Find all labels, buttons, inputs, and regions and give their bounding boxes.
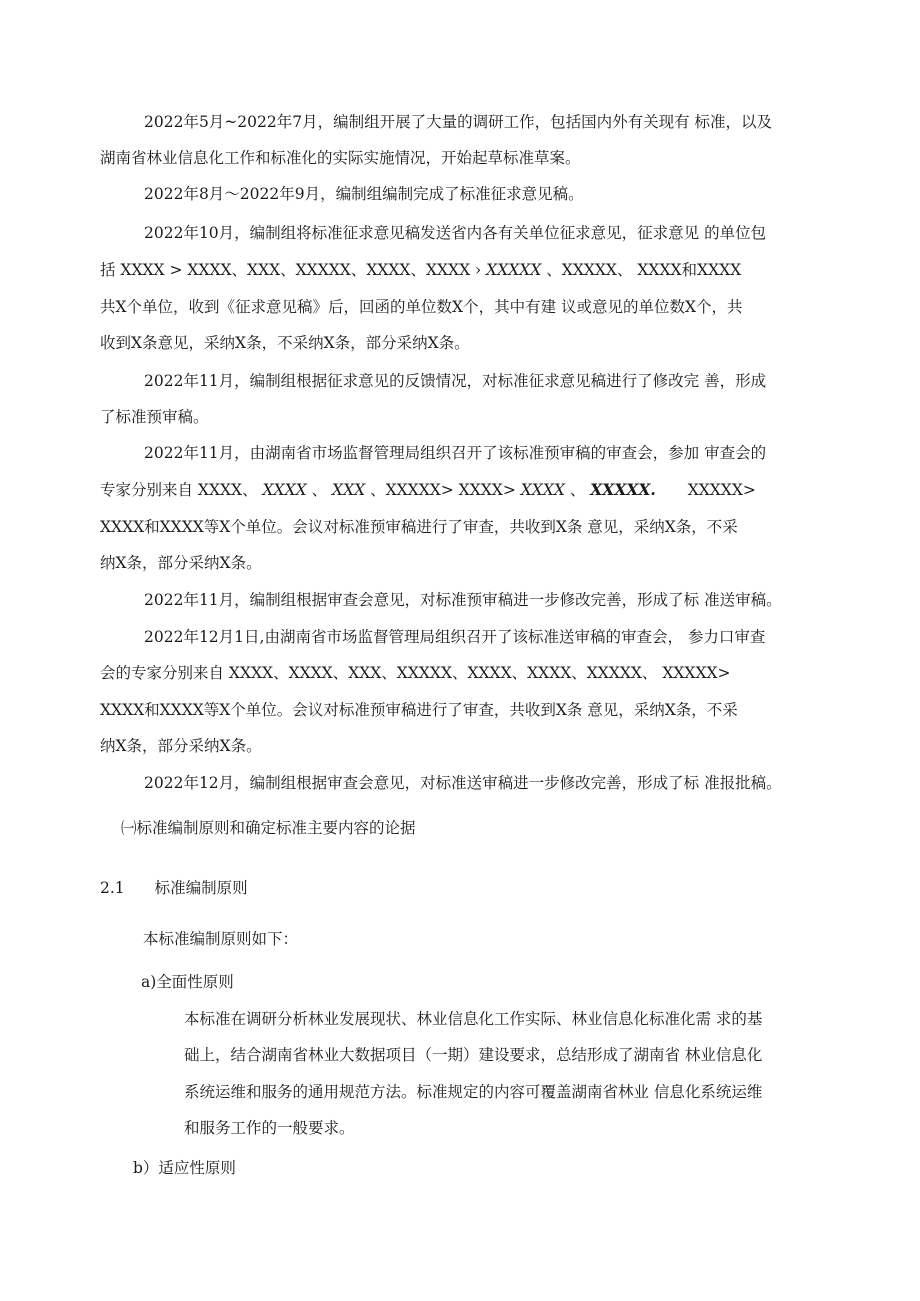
p5-line2-part-f: XXXX — [520, 481, 565, 499]
p3-line2-part-b: XXXXX — [486, 261, 542, 279]
p5-line1: 2022年11月，由湖南省市场监督管理局组织召开了该标准预审稿的审查会，参加 审查会的 — [144, 444, 767, 462]
item-a-line1: 本标准在调研分析林业发展现状、林业信息化工作实际、林业信息化标准化需 求的基 — [184, 1010, 763, 1028]
p5-line2-part-b: XXXX — [262, 481, 307, 499]
p3-line4: 收到X条意见，采纳X条，不采纳X条，部分采纳X条。 — [100, 334, 470, 352]
p7-line2: 会的专家分别来自 XXXX、XXXX、XXX、XXXXX、XXXX、XXXX、XXXXX、 XXXXX> — [100, 664, 731, 682]
p5-line2 — [100, 479, 756, 501]
p7-line1: 2022年12月1日,由湖南省市场监督管理局组织召开了该标准送审稿的审查会， 参力口审查 — [144, 628, 766, 646]
item-b-label: b）适应性原则 — [133, 1159, 236, 1177]
p1-line1: 2022年5月~2022年7月，编制组开展了大量的调研工作，包括国内外有关现有 标准，以及 — [144, 113, 773, 131]
p5-line3: XXXX和XXXX等X个单位。会议对标准预审稿进行了审查，共收到X条 意见，采纳X条，不采 — [100, 518, 738, 536]
p5-line2-part-c: 、 — [311, 481, 328, 499]
p8-line1: 2022年12月，编制组根据审查会意见，对标准送审稿进一步修改完善，形成了标 准报批稿。 — [144, 774, 782, 792]
p3-line3: 共X个单位，收到《征求意见稿》后，回函的单位数X个，其中有建 议或意见的单位数X个，共 — [100, 298, 743, 316]
section-heading-2: ㈠标准编制原则和确定标准主要内容的论据 — [121, 819, 416, 837]
p5-line4: 纳X条，部分采纳X条。 — [100, 554, 262, 572]
p7-line4: 纳X条，部分采纳X条。 — [100, 737, 262, 755]
p5-line2-part-d: XXX — [332, 481, 366, 499]
p7-line3: XXXX和XXXX等X个单位。会议对标准预审稿进行了审查，共收到X条 意见，采纳X条，不采 — [100, 701, 738, 719]
p5-line2-part-e: 、XXXXX> XXXX> — [370, 481, 516, 499]
section-2-1-title: 标准编制原则 — [154, 879, 248, 897]
p3-line2-part-c: 、XXXXX、 XXXX和XXXX — [546, 261, 742, 279]
item-a-line2: 础上，结合湖南省林业大数据项目（一期）建设要求，总结形成了湖南省 林业信息化 — [184, 1046, 763, 1064]
p1-line2: 湖南省林业信息化工作和标准化的实际实施情况，开始起草标准草案。 — [100, 149, 581, 167]
p4-line2: 了标准预审稿。 — [100, 408, 209, 426]
item-a-line4: 和服务工作的一般要求。 — [184, 1119, 355, 1137]
intro-line: 本标准编制原则如下： — [143, 930, 299, 948]
p6-line1: 2022年11月，编制组根据审查会意见，对标准预审稿进一步修改完善，形成了标 准送审稿。 — [144, 591, 782, 609]
p5-line2-part-a: 专家分别来自 XXXX、 — [100, 481, 258, 499]
item-a-line3: 系统运维和服务的通用规范方法。标准规定的内容可覆盖湖南省林业 信息化系统运维 — [184, 1083, 763, 1101]
p5-line2-part-h: XXXXX. — [590, 480, 656, 499]
p5-line2-part-g: 、 — [569, 481, 586, 499]
section-2-1-number: 2.1 — [100, 879, 125, 897]
p3-line1: 2022年10月，编制组将标准征求意见稿发送省内各有关单位征求意见，征求意见 的单位包 — [144, 224, 767, 242]
p3-line2-part-a: 括 XXXX > XXXX、XXX、XXXXX、XXXX、XXXX › — [100, 261, 482, 279]
p4-line1: 2022年11月，编制组根据征求意见的反馈情况，对标准征求意见稿进行了修改完 善，形成 — [144, 372, 767, 390]
item-a-label: a)全面性原则 — [141, 973, 234, 991]
section-2-1-heading — [100, 877, 248, 899]
p5-line2-part-i: XXXXX> — [687, 481, 756, 499]
p2-line1: 2022年8月～2022年9月，编制组编制完成了标准征求意见稿。 — [144, 185, 584, 203]
p3-line2 — [100, 259, 741, 281]
